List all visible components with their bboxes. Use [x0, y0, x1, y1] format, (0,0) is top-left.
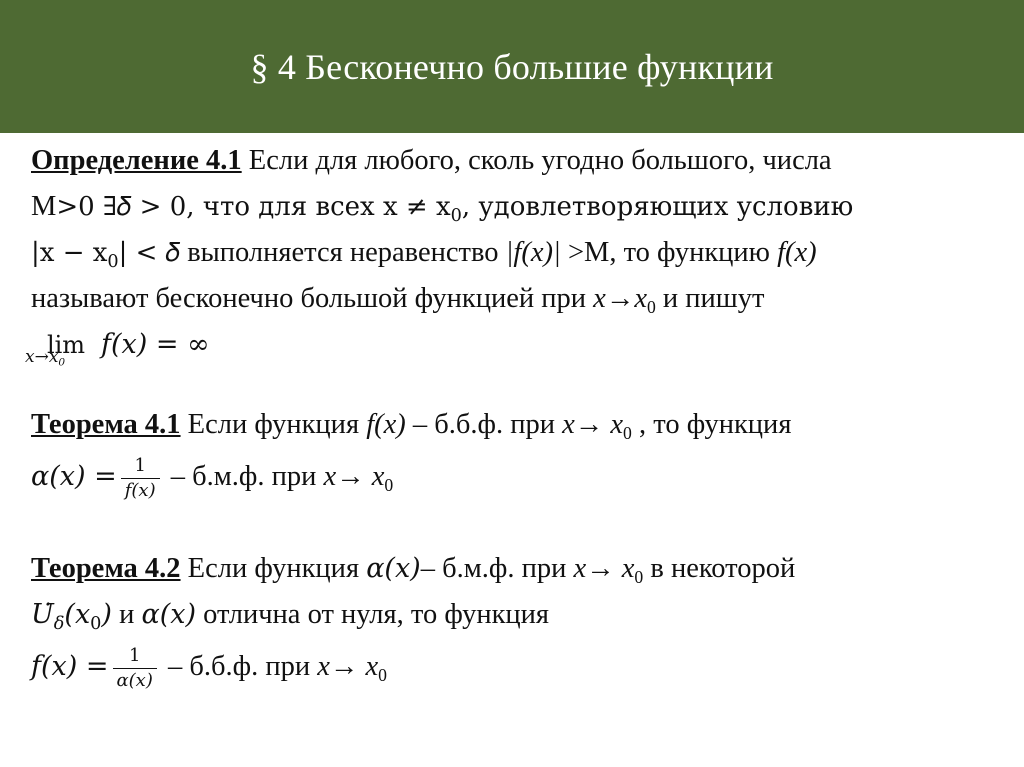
arrow-icon: →: [586, 553, 615, 584]
theorem2-text-1b: – б.м.ф. при: [420, 553, 574, 584]
theorem2-text-1: Если функция: [180, 553, 367, 584]
theorem1-x0: x: [603, 409, 624, 440]
theorem2-text-1-tail: в некоторой: [643, 553, 796, 584]
neighborhood-arg-end: ): [101, 599, 112, 630]
theorem2-x: x: [573, 553, 587, 584]
definition-M: M: [31, 191, 57, 222]
theorem2-line-2: [31, 592, 1001, 638]
theorem2-formula: [31, 638, 1001, 696]
theorem1-x0-2-sub: 0: [384, 475, 394, 496]
arrow-icon: →: [605, 283, 635, 314]
theorem1-text-2: – б.м.ф. при: [163, 461, 324, 492]
definition-x0-sub: 0: [646, 297, 656, 318]
theorem2-frac-num: 1: [128, 644, 141, 666]
lim-operator: [25, 322, 101, 369]
arrow-icon: →: [329, 651, 359, 682]
theorem2-text-3: – б.б.ф. при: [160, 651, 318, 682]
theorem1-formula: [31, 448, 1001, 506]
definition-sub-0: 0: [450, 206, 462, 227]
definition-fx: f(x): [777, 237, 817, 268]
definition-abs-sub: 0: [107, 252, 119, 273]
definition-x: x: [593, 283, 606, 314]
definition-fx-abs: |f(x)|: [505, 237, 561, 268]
theorem2-line-1: [31, 546, 1001, 592]
theorem1-x-2: x: [323, 461, 337, 492]
definition-line-1: [31, 138, 1001, 184]
theorem1-frac-num: 1: [134, 454, 146, 476]
lim-subscript-sub: 0: [58, 356, 66, 369]
definition-condition: >0 ∃𝛿 > 0,: [56, 192, 195, 222]
theorem1-lhs: 𝛼(𝑥) =: [31, 461, 117, 492]
lim-subscript: [25, 347, 66, 369]
theorem1-line-1: [31, 402, 1001, 448]
definition-x0: x: [634, 283, 647, 314]
slide-header: [0, 0, 1024, 133]
theorem1-text-1-tail: , то функция: [631, 409, 792, 440]
neighborhood-arg-sub: 0: [90, 614, 102, 635]
theorem2-x0-sub: 0: [634, 567, 644, 588]
limit-expression: 𝑓(𝑥) = ∞: [101, 329, 210, 360]
theorem2-lhs: 𝑓(𝑥) =: [31, 651, 109, 682]
lim-subscript-text: x→x: [25, 347, 59, 367]
theorem1-fraction: [121, 454, 160, 501]
neighborhood-U: 𝑈̇: [31, 599, 54, 630]
definition-line-2: [31, 184, 1001, 230]
definition-abs: |x − x: [31, 238, 108, 268]
slide-title: § 4 Бесконечно большие функции: [250, 46, 774, 87]
theorem2-alpha-2: 𝛼(𝑥): [141, 599, 196, 630]
arrow-icon: →: [574, 409, 604, 440]
theorem2-x0-3: x: [358, 651, 379, 682]
theorem2-alpha: 𝛼(𝑥): [366, 553, 421, 584]
theorem2-x-3: x: [317, 651, 330, 682]
theorem1-text-1: Если функция: [180, 409, 367, 440]
theorem2-and: и: [111, 599, 142, 630]
definition-line-3: [31, 230, 1001, 276]
neighborhood-arg: (x: [64, 599, 91, 630]
theorem2-x0: x: [614, 553, 635, 584]
definition-text-4-tail: и пишут: [655, 283, 765, 314]
definition-text-3: выполняется неравенство: [180, 237, 506, 268]
theorem1-label: Теорема 4.1: [31, 409, 181, 440]
theorem2-x0-3-sub: 0: [378, 665, 387, 686]
neighborhood-U-sub: δ: [53, 614, 65, 635]
theorem1-frac-den: f(x): [121, 478, 160, 500]
definition-text-4: называют бесконечно большой функцией при: [31, 283, 594, 314]
theorem2-frac-den: α(x): [113, 668, 157, 690]
definition-text-3b: >M, то функцию: [560, 237, 778, 268]
theorem1-fx: f(x): [366, 409, 406, 440]
theorem2-label: Теорема 4.2: [31, 553, 181, 584]
definition-text-2: что для всех x ≠ x: [194, 192, 451, 222]
theorem2-fraction: [113, 644, 157, 691]
definition-text-1: Если для любого, сколь угодно большого, числа: [241, 145, 832, 176]
definition-line-4: [31, 276, 1001, 322]
definition-abs-end: | < 𝛿: [118, 238, 181, 268]
theorem2-text-2: отлична от нуля, то функция: [196, 599, 550, 630]
definition-label: Определение 4.1: [31, 145, 242, 176]
slide-content: [25, 138, 1001, 696]
lim-word: lim: [46, 331, 86, 359]
definition-text-2-tail: , удовлетворяющих условию: [461, 192, 854, 222]
arrow-icon: →: [336, 461, 365, 492]
theorem1-text-1b: – б.б.ф. при: [405, 409, 563, 440]
theorem1-x0-2: x: [364, 461, 385, 492]
limit-formula: [25, 322, 1001, 382]
theorem1-x: x: [562, 409, 575, 440]
theorem1-x0-sub: 0: [623, 423, 632, 444]
